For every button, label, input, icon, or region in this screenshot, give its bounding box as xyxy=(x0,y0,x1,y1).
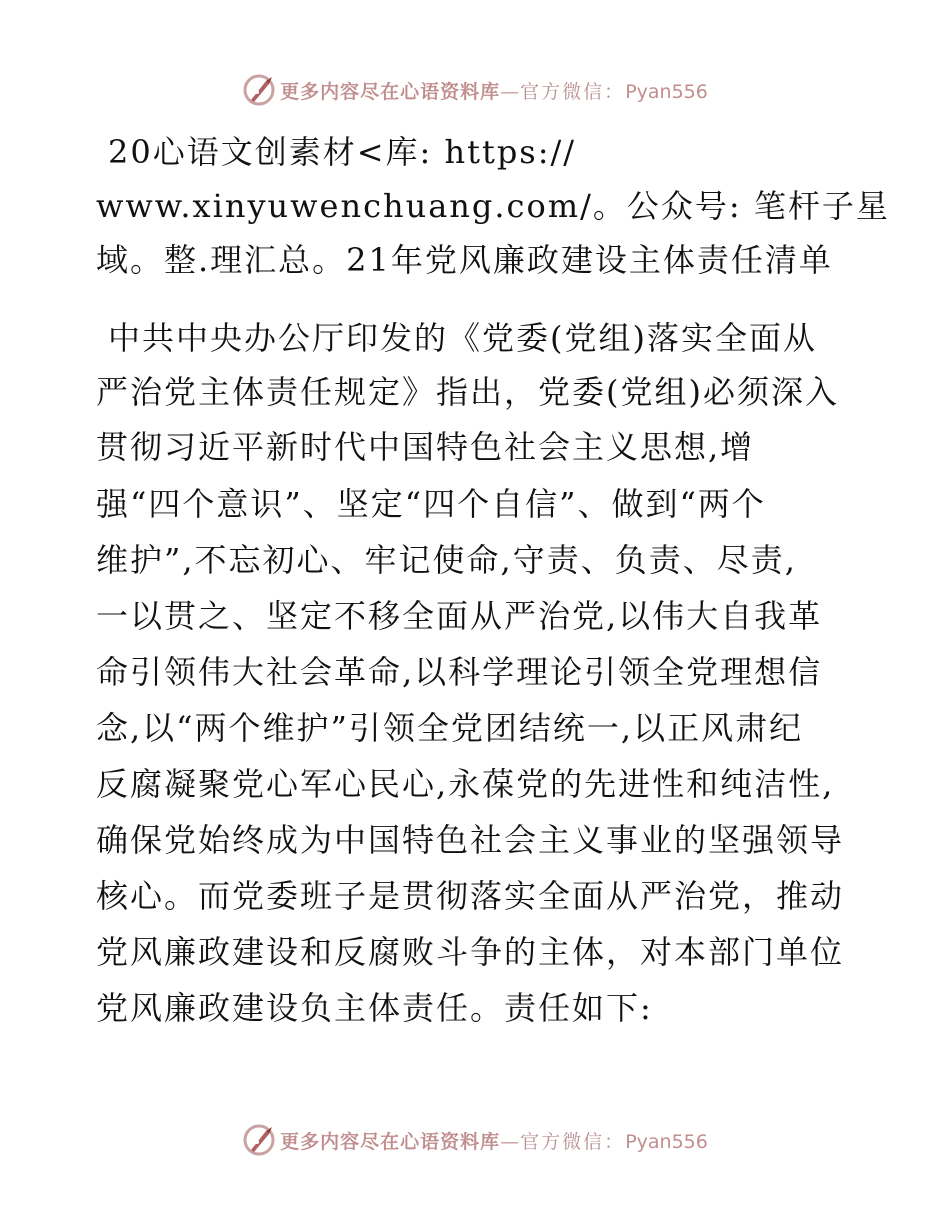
text-line: 核心。而党委班子是贯彻落实全面从严治党，推动 xyxy=(96,877,845,915)
watermark-brand: 更多内容尽在心语资料库 xyxy=(280,80,501,103)
quill-pen-logo-icon xyxy=(242,1123,276,1157)
text-line: 党风廉政建设和反腐败斗争的主体，对本部门单位 xyxy=(96,933,845,971)
text-line: 确保党始终成为中国特色社会主义事业的坚强领导 xyxy=(96,821,845,859)
watermark-wechat-id: Pyan556 xyxy=(625,80,708,103)
watermark-wechat-id: Pyan556 xyxy=(625,1130,708,1153)
header-watermark xyxy=(0,70,950,110)
text-line: 维护”,不忘初心、牢记使命,守责、负责、尽责, xyxy=(96,541,797,579)
footer-watermark xyxy=(0,1120,950,1160)
text-line: 强“四个意识”、坚定“四个自信”、做到“两个 xyxy=(96,485,766,523)
watermark-separator: — xyxy=(500,80,521,103)
quill-pen-logo-icon xyxy=(242,73,276,107)
watermark-separator: — xyxy=(500,1130,521,1153)
text-line: 党风廉政建设负主体责任。责任如下: xyxy=(96,989,653,1027)
watermark-wechat-label: 官方微信： xyxy=(520,1130,626,1153)
text-line: www.xinyuwenchuang.com/。公众号: 笔杆子星 xyxy=(96,187,890,225)
watermark-text xyxy=(280,77,708,104)
text-line: 20心语文创素材<库: https:// xyxy=(108,133,577,171)
text-line: 域。整.理汇总。21年党风廉政建设主体责任清单 xyxy=(96,241,833,279)
watermark-text xyxy=(280,1127,708,1154)
text-line: 一以贯之、坚定不移全面从严治党,以伟大自我革 xyxy=(96,597,823,635)
text-line: 反腐凝聚党心军心民心,永葆党的先进性和纯洁性, xyxy=(96,765,835,803)
text-line: 贯彻习近平新时代中国特色社会主义思想,增 xyxy=(96,428,755,466)
text-line: 念,以“两个维护”引领全党团结统一,以正风肃纪 xyxy=(96,709,804,747)
text-line: 严治党主体责任规定》指出，党委(党组)必须深入 xyxy=(96,373,839,411)
paragraph-first-line: 中共中央办公厅印发的《党委(党组)落实全面从 xyxy=(108,319,817,357)
watermark-brand: 更多内容尽在心语资料库 xyxy=(280,1130,501,1153)
watermark-wechat-label: 官方微信： xyxy=(520,80,626,103)
text-line: 命引领伟大社会革命,以科学理论引领全党理想信 xyxy=(96,653,823,691)
